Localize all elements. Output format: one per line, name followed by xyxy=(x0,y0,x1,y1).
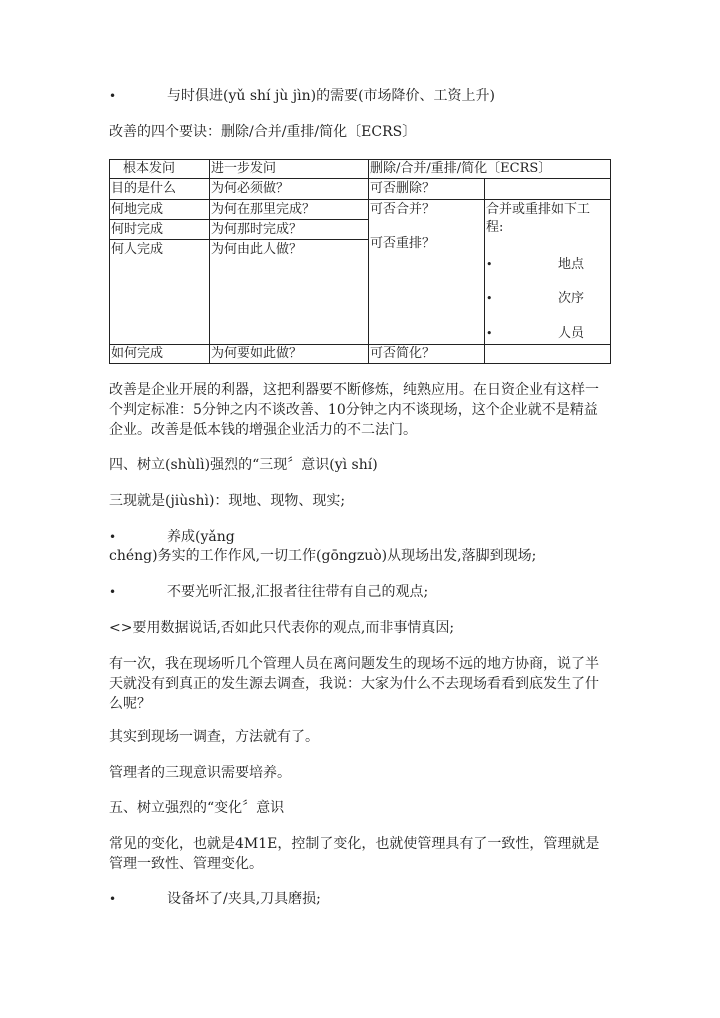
paragraph-change: 常见的变化，也就是4M1E，控制了变化，也就使管理具有了一致性，管理就是管理一致性、管理变化。 xyxy=(109,836,600,872)
bullet-text-4: 设备坏了/夹具,刀具磨损; xyxy=(167,891,321,907)
table-cell: 目的是什么 xyxy=(111,181,177,196)
table-list-item: 次序 xyxy=(558,291,585,306)
table-cell: 为何在那里完成？ xyxy=(211,202,316,217)
table-header-further: 进一步发问 xyxy=(211,161,277,176)
table-cell: 何地完成 xyxy=(111,202,164,217)
table-cell: 为何那时完成？ xyxy=(211,222,303,237)
table-header-ecrs: 删除/合并/重排/简化〔ECRS〕 xyxy=(370,161,552,176)
table-cell: 可否删除？ xyxy=(370,181,436,196)
paragraph-data: <>要用数据说话,否如此只代表你的观点,而非事情真因; xyxy=(109,620,455,636)
bullet-2: • xyxy=(109,530,117,544)
table-cell: 为何要如此做？ xyxy=(211,346,303,361)
table-list-item: 地点 xyxy=(558,257,585,272)
paragraph-improvement: 改善是企业开展的利器，这把利器要不断修炼，纯熟应用。在日资企业有这样一个判定标准：5分钟之内不谈改善、10分钟之内不谈现场，这个企业就不是精益企业。改善是低本钱的增强企业活力的不二法门。 xyxy=(109,382,599,438)
table-cell: 可否简化？ xyxy=(370,346,436,361)
table-cell: 合并或重排如下工 xyxy=(486,202,591,217)
bullet: • xyxy=(486,258,493,271)
paragraph-three-actuals: 三现就是(jiùshì)：现地、现物、现实; xyxy=(109,493,346,509)
paragraph-investigate: 其实到现场一调查，方法就有了。 xyxy=(109,729,319,745)
bullet-4: • xyxy=(109,892,117,906)
bullet-3: • xyxy=(109,585,117,599)
table-cell: 可否合并？ xyxy=(370,202,436,217)
bullet-text-1: 与时俱进(yǔ shí jù jìn)的需要(市场降价、工资上升) xyxy=(167,88,495,104)
table-cell: 何时完成 xyxy=(111,222,164,237)
table-header-basic: 根本发问 xyxy=(123,161,176,176)
ecrs-table xyxy=(109,159,611,364)
paragraph-ecrs-intro: 改善的四个要诀：删除/合并/重排/简化〔ECRS〕 xyxy=(109,124,417,140)
table-cell: 如何完成 xyxy=(111,346,164,361)
table-cell: 为何由此人做？ xyxy=(211,242,303,257)
section-heading-5: 五、树立强烈的“变化〞意识 xyxy=(109,800,285,816)
table-cell: 为何必须做？ xyxy=(211,181,290,196)
bullet: • xyxy=(486,292,493,305)
table-cell: 可否重排？ xyxy=(370,236,436,251)
bullet-1: • xyxy=(109,89,117,103)
paragraph-story: 有一次，我在现场听几个管理人员在离问题发生的现场不远的地方协商，说了半天就没有到真正的发生源去调查，我说：大家为什么不去现场看看到底发生了什么呢？ xyxy=(109,656,599,712)
bullet-text-2b: chéng)务实的工作作风,一切工作(gōngzuò)从现场出发,落脚到现场; xyxy=(109,548,537,564)
section-heading-4: 四、树立(shùlì)强烈的“三现〞意识(yì shí) xyxy=(109,457,378,473)
bullet-text-3: 不要光听汇报,汇报者往往带有自己的观点; xyxy=(167,584,429,600)
bullet-text-2a: 养成(yǎng xyxy=(167,529,235,545)
bullet: • xyxy=(486,327,493,340)
table-cell: 程: xyxy=(486,220,504,235)
table-cell: 何人完成 xyxy=(111,242,164,257)
table-list-item: 人员 xyxy=(558,326,585,341)
paragraph-cultivate: 管理者的三现意识需要培养。 xyxy=(109,765,291,781)
